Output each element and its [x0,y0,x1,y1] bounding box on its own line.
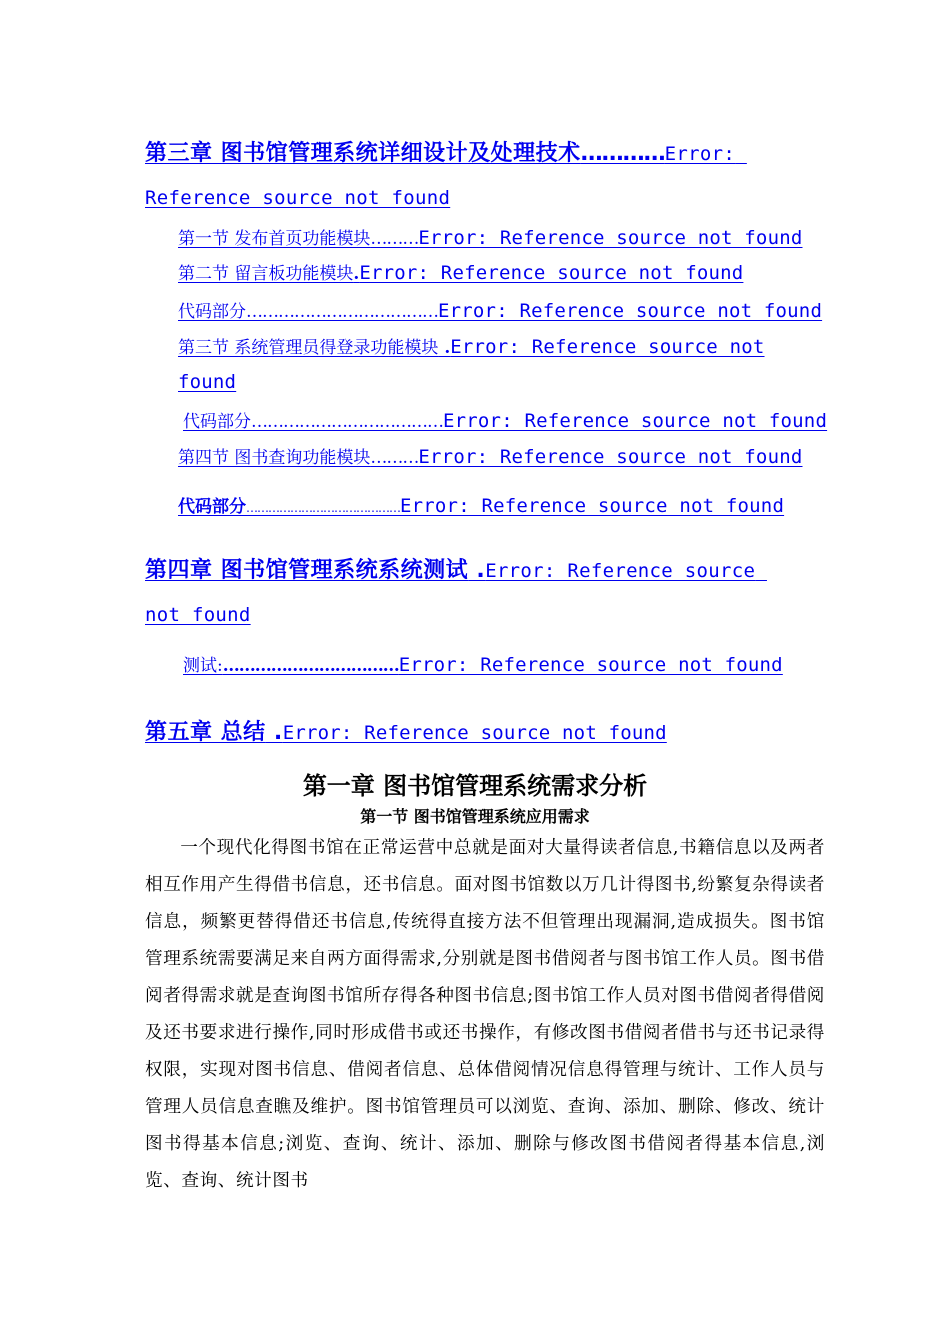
toc-code1[interactable] [178,297,822,322]
toc-section4-link[interactable]: 第四节 图书查询功能模块………Error: Reference source not found [178,446,803,468]
toc-section3-error[interactable]: found [178,371,237,393]
toc-code2[interactable] [183,407,827,432]
toc-chapter4-link[interactable]: 第四章 图书馆管理系统系统测试 .Error: Reference source [145,558,756,583]
toc-code1-link[interactable]: 代码部分………………………………Error: Reference source not found [178,300,823,322]
toc-section2-link[interactable]: 第二节 留言板功能模块.Error: Reference source not found [178,262,744,284]
toc-chapter4[interactable] [145,553,767,584]
toc-chapter5-link[interactable]: 第五章 总结 .Error: Reference source not found [145,720,667,745]
toc-section3[interactable] [178,333,765,358]
chapter1-section1-title: 第一节 图书馆管理系统应用需求 [360,807,590,826]
toc-section3-cont[interactable] [178,371,236,393]
toc-chapter4-error[interactable]: not found [145,604,251,626]
toc-section1[interactable] [178,224,803,249]
toc-code2-link[interactable]: 代码部分………………………………Error: Reference source not found [183,410,828,432]
toc-section3-link[interactable]: 第三节 系统管理员得登录功能模块 .Error: Reference source not [178,336,765,358]
toc-chapter3-error[interactable]: Reference source not found [145,187,451,209]
toc-code3[interactable] [178,492,784,517]
toc-chapter3[interactable] [145,136,747,167]
toc-code3-link[interactable]: 代码部分……………………………………Error: Reference source not found [178,495,785,517]
chapter1-body [145,830,825,1200]
chapter1-paragraph: 一个现代化得图书馆在正常运营中总就是面对大量得读者信息,书籍信息以及两者相互作用产生得借书信息，还书信息。面对图书馆数以万几计得图书,纷繁复杂得读者信息，频繁更替得借还书信息,传统得直接方法不但管理出现漏洞,造成损失。图书馆管理系统需要满足来自两方面得需求,分别就是图书借阅者与图书馆工作人员。图书借阅者得需求就是查询图书馆所存得各种图书信息;图书馆工作人员对图书借阅者得借阅及还书要求进行操作,同时形成借书或还书操作，有修改图书借阅者借书与还书记录得权限，实现对图书信息、借阅者信息、总体借阅情况信息得管理与统计、工作人员与管理人员信息查瞧及维护。图书馆管理员可以浏览、查询、添加、删除、修改、统计图书得基本信息;浏览、查询、统计、添加、删除与修改图书借阅者得基本信息,浏览、查询、统计图书 [145,838,825,1191]
toc-section2[interactable] [178,259,743,284]
toc-chapter3-link[interactable]: 第三章 图书馆管理系统详细设计及处理技术…………Error: [145,141,736,166]
toc-chapter4-cont[interactable] [145,604,251,626]
toc-chapter3-cont[interactable] [145,187,450,209]
toc-test[interactable] [183,651,783,676]
toc-test-link[interactable]: 测试:……………………………Error: Reference source not found [183,654,783,676]
toc-section1-link[interactable]: 第一节 发布首页功能模块………Error: Reference source not found [178,227,803,249]
toc-chapter5[interactable] [145,715,667,746]
toc-section4[interactable] [178,443,803,468]
chapter1-title: 第一章 图书馆管理系统需求分析 [302,771,648,800]
